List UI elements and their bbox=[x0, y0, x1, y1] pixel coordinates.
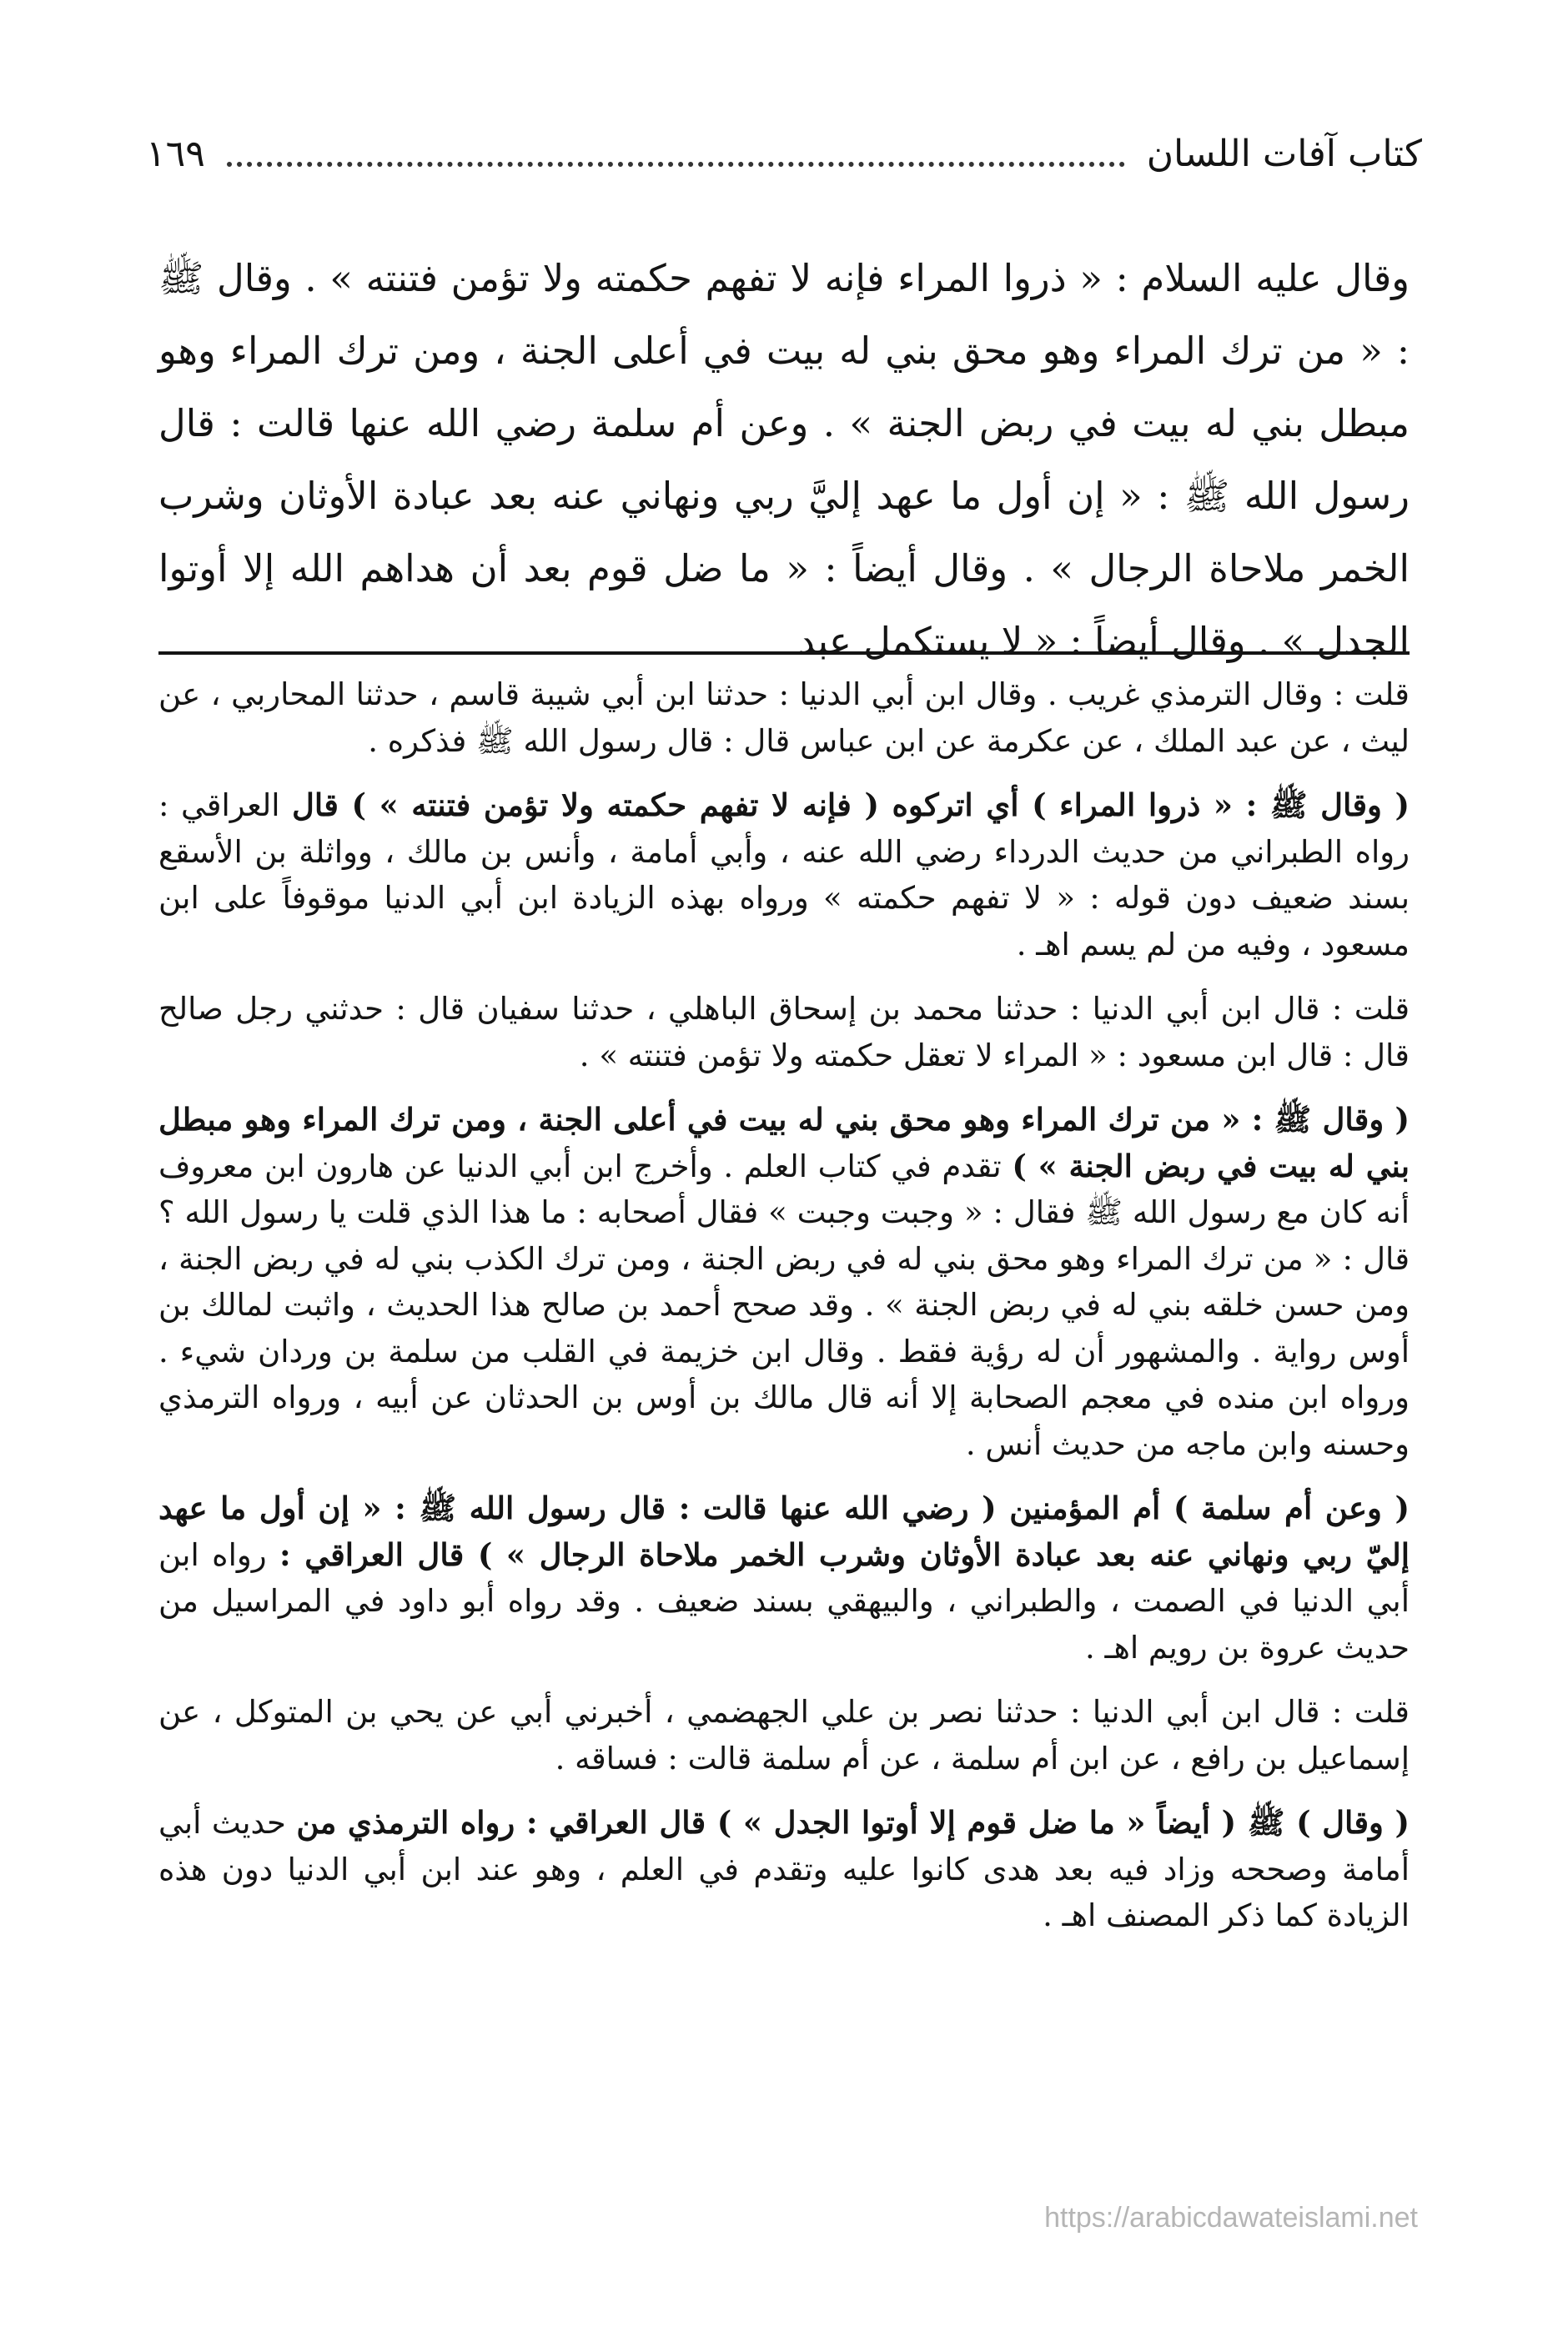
commentary-body-7: حديث أبي أمامة وصححه وزاد فيه بعد هدى كانوا عليه وتقدم في العلم ، وهو عند ابن أبي الدنيا دون هذه الزيادة كما ذكر المصنف اهـ . bbox=[158, 1805, 1410, 1933]
commentary-paragraph-4 bbox=[158, 1097, 1410, 1467]
running-title: كتاب آفات اللسان bbox=[1146, 133, 1422, 175]
commentary-body-5: رواه ابن أبي الدنيا في الصمت ، والطبراني ، والبيهقي بسند ضعيف . وقد رواه أبو داود في المراسيل من حديث عروة بن رويم اهـ . bbox=[158, 1536, 1410, 1666]
commentary-lead-4: ( وقال ﷺ : « من ترك المراء وهو محق بني له بيت في أعلى الجنة ، ومن ترك المراء وهو مبطل بني له بيت في ربض الجنة » ) bbox=[158, 1101, 1410, 1184]
page-header bbox=[146, 117, 1422, 175]
commentary-paragraph-5 bbox=[158, 1485, 1410, 1671]
commentary-lead-7: ( وقال ) ﷺ ( أيضاً « ما ضل قوم إلا أوتوا الجدل » ) قال العراقي : رواه الترمذي من bbox=[296, 1804, 1410, 1841]
commentary-paragraph-1: قلت : وقال الترمذي غريب . وقال ابن أبي الدنيا : حدثنا ابن أبي شيبة قاسم ، حدثنا المحاربي ، عن ليث ، عن عبد الملك ، عن عكرمة عن ابن عباس قال : قال رسول الله ﷺ فذكره . bbox=[158, 676, 1410, 759]
commentary-body-4: تقدم في كتاب العلم . وأخرج ابن أبي الدنيا عن هارون ابن معروف أنه كان مع رسول الله ﷺ فقال : « وجبت وجبت » فقال أصحابه : ما هذا الذي قلت يا رسول الله ؟ قال : « من ترك المراء وهو محق بني له في ربض الجنة ، ومن ترك الكذب بني له في ربض الجنة ، ومن حسن خلقه بني له في ربض الجنة » . وقد صحح أحمد بن صالح هذا الحديث ، واثبت لمالك بن أوس رواية . والمشهور أن له رؤية فقط . وقال ابن خزيمة في القلب من سلمة بن وردان شيء . ورواه ابن منده في معجم الصحابة إلا أنه قال مالك بن أوس بن الحدثان عن أبيه ، ورواه الترمذي وحسنه وابن ماجه من حديث أنس . bbox=[158, 1148, 1410, 1462]
commentary-paragraph-6: قلت : قال ابن أبي الدنيا : حدثنا نصر بن علي الجهضمي ، أخبرني أبي عن يحي بن المتوكل ، عن إسماعيل بن رافع ، عن ابن أم سلمة ، عن أم سلمة قالت : فساقه . bbox=[158, 1694, 1410, 1777]
main-paragraph: وقال عليه السلام : « ذروا المراء فإنه لا تفهم حكمته ولا تؤمن فتنته » . وقال ﷺ : « من ترك المراء وهو محق بني له بيت في أعلى الجنة ، ومن ترك المراء وهو مبطل بني له بيت في ربض الجنة » . وعن أم سلمة رضي الله عنها قالت : قال رسول الله ﷺ : « إن أول ما عهد إليَّ ربي ونهاني عنه بعد عبادة الأوثان وشرب الخمر ملاحاة الرجال » . وقال أيضاً : « ما ضل قوم بعد أن هداهم الله إلا أوتوا الجدل » . وقال أيضاً : « لا يستكمل عبد bbox=[158, 256, 1410, 663]
footnote-separator bbox=[158, 651, 1410, 655]
commentary bbox=[158, 671, 1410, 1958]
commentary-paragraph-2 bbox=[158, 782, 1410, 967]
leader-dots bbox=[227, 162, 1125, 167]
main-text bbox=[158, 242, 1410, 677]
commentary-lead-2: ( وقال ﷺ : « ذروا المراء ) أي اتركوه ( فإنه لا تفهم حكمته ولا تؤمن فتنته » ) قال bbox=[292, 787, 1410, 823]
commentary-paragraph-7 bbox=[158, 1800, 1410, 1939]
commentary-body-2: العراقي : رواه الطبراني من حديث الدرداء رضي الله عنه ، وأبي أمامة ، وأنس بن مالك ، وواثلة بن الأسقع بسند ضعيف دون قوله : « لا تفهم حكمته » ورواه بهذه الزيادة ابن أبي الدنيا موقوفاً على ابن مسعود ، وفيه من لم يسم اهـ . bbox=[158, 787, 1410, 962]
commentary-paragraph-3: قلت : قال ابن أبي الدنيا : حدثنا محمد بن إسحاق الباهلي ، حدثنا سفيان قال : حدثني رجل صالح قال : قال ابن مسعود : « المراء لا تعقل حكمته ولا تؤمن فتنته » . bbox=[158, 991, 1410, 1073]
watermark-url: https://arabicdawateislami.net bbox=[1044, 2202, 1418, 2234]
page-number: ١٦٩ bbox=[146, 133, 205, 175]
commentary-lead-5: ( وعن أم سلمة ) أم المؤمنين ( رضي الله عنها قالت : قال رسول الله ﷺ : « إن أول ما عهد إليّ ربي ونهاني عنه بعد عبادة الأوثان وشرب الخمر ملاحاة الرجال » ) قال العراقي : bbox=[158, 1490, 1410, 1573]
